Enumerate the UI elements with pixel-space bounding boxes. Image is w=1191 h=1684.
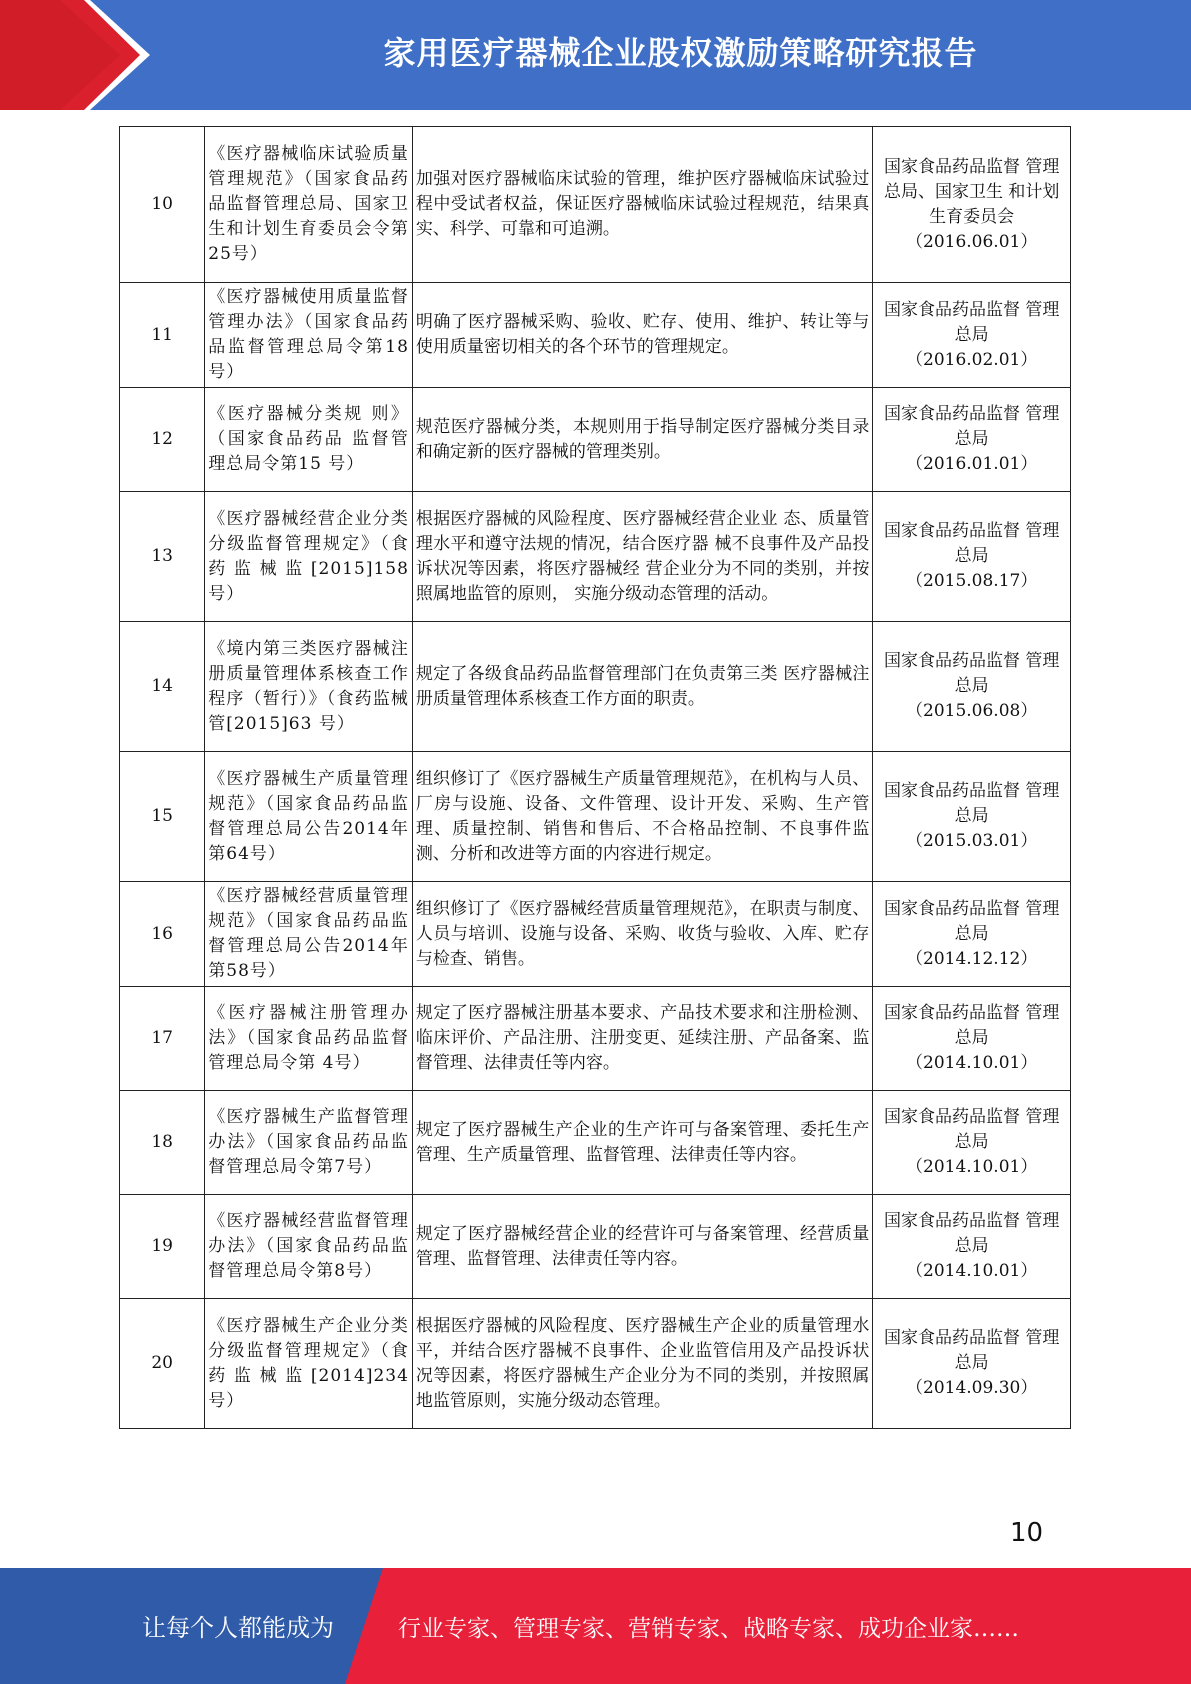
row-number: 13	[120, 492, 205, 622]
table-row	[120, 987, 1071, 1091]
document-name: 《医疗器械使用质量监督管理办法》（国家食品药品监督管理总局令第18号）	[205, 283, 413, 388]
document-purpose: 组织修订了《医疗器械生产质量管理规范》，在机构与人员、厂房与设施、设备、文件管理、设计开发、采购、生产管理、质量控制、销售和售后、不合格品控制、不良事件监测、分析和改进等方面的内容进行规定。	[412, 752, 872, 882]
issuer-cell	[873, 127, 1071, 283]
document-name: 《医疗器械分类规 则》（国家食品药品 监督管理总局令第15 号）	[205, 388, 413, 492]
table-row	[120, 388, 1071, 492]
page-number: 10	[1010, 1518, 1044, 1548]
issuer-name: 国家食品药品监督 管理总局	[883, 404, 1060, 449]
table-row	[120, 1195, 1071, 1299]
issuer-name: 国家食品药品监督 管理总局	[883, 1107, 1060, 1152]
footer-slogan-right: 行业专家、管理专家、营销专家、战略专家、成功企业家……	[398, 1616, 1019, 1642]
issuer-name: 国家食品药品监督 管理总局	[883, 1328, 1060, 1373]
effective-date: （2014.10.01）	[906, 1261, 1038, 1281]
document-name: 《医疗器械经营企业分类分级监督管理规定》（食药监械监[2015]158 号）	[205, 492, 413, 622]
issuer-cell	[873, 492, 1071, 622]
effective-date: （2015.03.01）	[906, 831, 1038, 851]
document-purpose: 根据医疗器械的风险程度、医疗器械经营企业业 态、质量管理水平和遵守法规的情况，结合医疗器 械不良事件及产品投诉状况等因素，将医疗器械经 营企业分为不同的类别，并按照属地监管的原则， 实施分级动态管理的活动。	[412, 492, 872, 622]
document-name: 《医疗器械生产企业分类分级监督管理规定》（食药监械监[2014]234 号）	[205, 1299, 413, 1429]
document-name: 《医疗器械生产质量管理规范》（国家食品药品监督管理总局公告2014年第64号）	[205, 752, 413, 882]
document-name: 《医疗器械临床试验质量管理规范》（国家食品药品监督管理总局、国家卫生和计划生育委员会令第25号）	[205, 127, 413, 283]
effective-date: （2014.12.12）	[906, 948, 1038, 969]
document-purpose: 规定了医疗器械注册基本要求、产品技术要求和注册检测、临床评价、产品注册、注册变更、延续注册、产品备案、监督管理、法律责任等内容。	[412, 987, 872, 1091]
document-name: 《境内第三类医疗器械注册质量管理体系核查工作程序（暂行）》（食药监械管[2015]63 号）	[205, 622, 413, 752]
effective-date: （2014.10.01）	[906, 1053, 1038, 1073]
table-row	[120, 1299, 1071, 1429]
row-number: 15	[120, 752, 205, 882]
document-name: 《医疗器械注册管理办法》（国家食品药品监督管理总局令第 4号）	[205, 987, 413, 1091]
issuer-cell	[873, 622, 1071, 752]
issuer-name: 国家食品药品监督 管理总局	[883, 1211, 1060, 1256]
document-purpose: 加强对医疗器械临床试验的管理，维护医疗器械临床试验过程中受试者权益，保证医疗器械临床试验过程规范，结果真实、科学、可靠和可追溯。	[412, 127, 872, 283]
document-name: 《医疗器械经营监督管理办法》（国家食品药品监督管理总局令第8号）	[205, 1195, 413, 1299]
issuer-cell	[873, 1195, 1071, 1299]
table-row	[120, 283, 1071, 388]
effective-date: （2014.10.01）	[906, 1157, 1038, 1177]
table-row	[120, 752, 1071, 882]
issuer-name: 国家食品药品监督 管理总局	[883, 521, 1060, 566]
row-number: 20	[120, 1299, 205, 1429]
row-number: 12	[120, 388, 205, 492]
effective-date: （2015.08.17）	[906, 571, 1038, 591]
table-row	[120, 1091, 1071, 1195]
regulations-table-container	[119, 126, 1071, 1429]
issuer-name: 国家食品药品监督 管理总局、国家卫生 和计划生育委员会	[883, 156, 1060, 227]
issuer-name: 国家食品药品监督 管理总局	[883, 1003, 1060, 1048]
issuer-cell	[873, 987, 1071, 1091]
document-purpose: 组织修订了《医疗器械经营质量管理规范》，在职责与制度、人员与培训、设施与设备、采购、收货与验收、入库、贮存与检查、销售。	[412, 882, 872, 987]
row-number: 19	[120, 1195, 205, 1299]
issuer-cell	[873, 388, 1071, 492]
row-number: 11	[120, 283, 205, 388]
row-number: 17	[120, 987, 205, 1091]
effective-date: （2015.06.08）	[906, 701, 1038, 721]
table-row	[120, 127, 1071, 283]
effective-date: （2014.09.30）	[906, 1378, 1038, 1398]
issuer-cell	[873, 1091, 1071, 1195]
table-row	[120, 492, 1071, 622]
page-footer	[0, 1568, 1191, 1684]
issuer-name: 国家食品药品监督 管理总局	[883, 898, 1060, 944]
document-purpose: 规定了医疗器械生产企业的生产许可与备案管理、委托生产管理、生产质量管理、监督管理、法律责任等内容。	[412, 1091, 872, 1195]
issuer-cell	[873, 752, 1071, 882]
issuer-name: 国家食品药品监督 管理总局	[883, 299, 1060, 345]
document-name: 《医疗器械生产监督管理办法》（国家食品药品监督管理总局令第7号）	[205, 1091, 413, 1195]
row-number: 10	[120, 127, 205, 283]
row-number: 16	[120, 882, 205, 987]
document-purpose: 明确了医疗器械采购、验收、贮存、使用、维护、转让等与使用质量密切相关的各个环节的管理规定。	[412, 283, 872, 388]
issuer-name: 国家食品药品监督 管理总局	[883, 651, 1060, 696]
document-purpose: 规范医疗器械分类，本规则用于指导制定医疗器械分类目录和确定新的医疗器械的管理类别。	[412, 388, 872, 492]
document-purpose: 根据医疗器械的风险程度、医疗器械生产企业的质量管理水平，并结合医疗器械不良事件、企业监管信用及产品投诉状况等因素，将医疗器械生产企业分为不同的类别，并按照属地监管原则，实施分级动态管理。	[412, 1299, 872, 1429]
issuer-cell	[873, 1299, 1071, 1429]
document-name: 《医疗器械经营质量管理规范》（国家食品药品监督管理总局公告2014年第58号）	[205, 882, 413, 987]
report-title: 家用医疗器械企业股权激励策略研究报告	[383, 34, 978, 72]
row-number: 14	[120, 622, 205, 752]
table-row	[120, 622, 1071, 752]
footer-slogan-left: 让每个人都能成为	[142, 1614, 334, 1642]
document-purpose: 规定了各级食品药品监督管理部门在负责第三类 医疗器械注册质量管理体系核查工作方面的职责。	[412, 622, 872, 752]
row-number: 18	[120, 1091, 205, 1195]
effective-date: （2016.02.01）	[906, 349, 1038, 370]
issuer-cell	[873, 882, 1071, 987]
issuer-cell	[873, 283, 1071, 388]
issuer-name: 国家食品药品监督 管理总局	[883, 781, 1060, 826]
table-body	[120, 127, 1071, 1429]
document-purpose: 规定了医疗器械经营企业的经营许可与备案管理、经营质量管理、监督管理、法律责任等内容。	[412, 1195, 872, 1299]
effective-date: （2016.06.01）	[906, 231, 1038, 252]
effective-date: （2016.01.01）	[906, 454, 1038, 474]
page-header	[0, 0, 1191, 110]
table-row	[120, 882, 1071, 987]
regulations-table	[119, 126, 1071, 1429]
